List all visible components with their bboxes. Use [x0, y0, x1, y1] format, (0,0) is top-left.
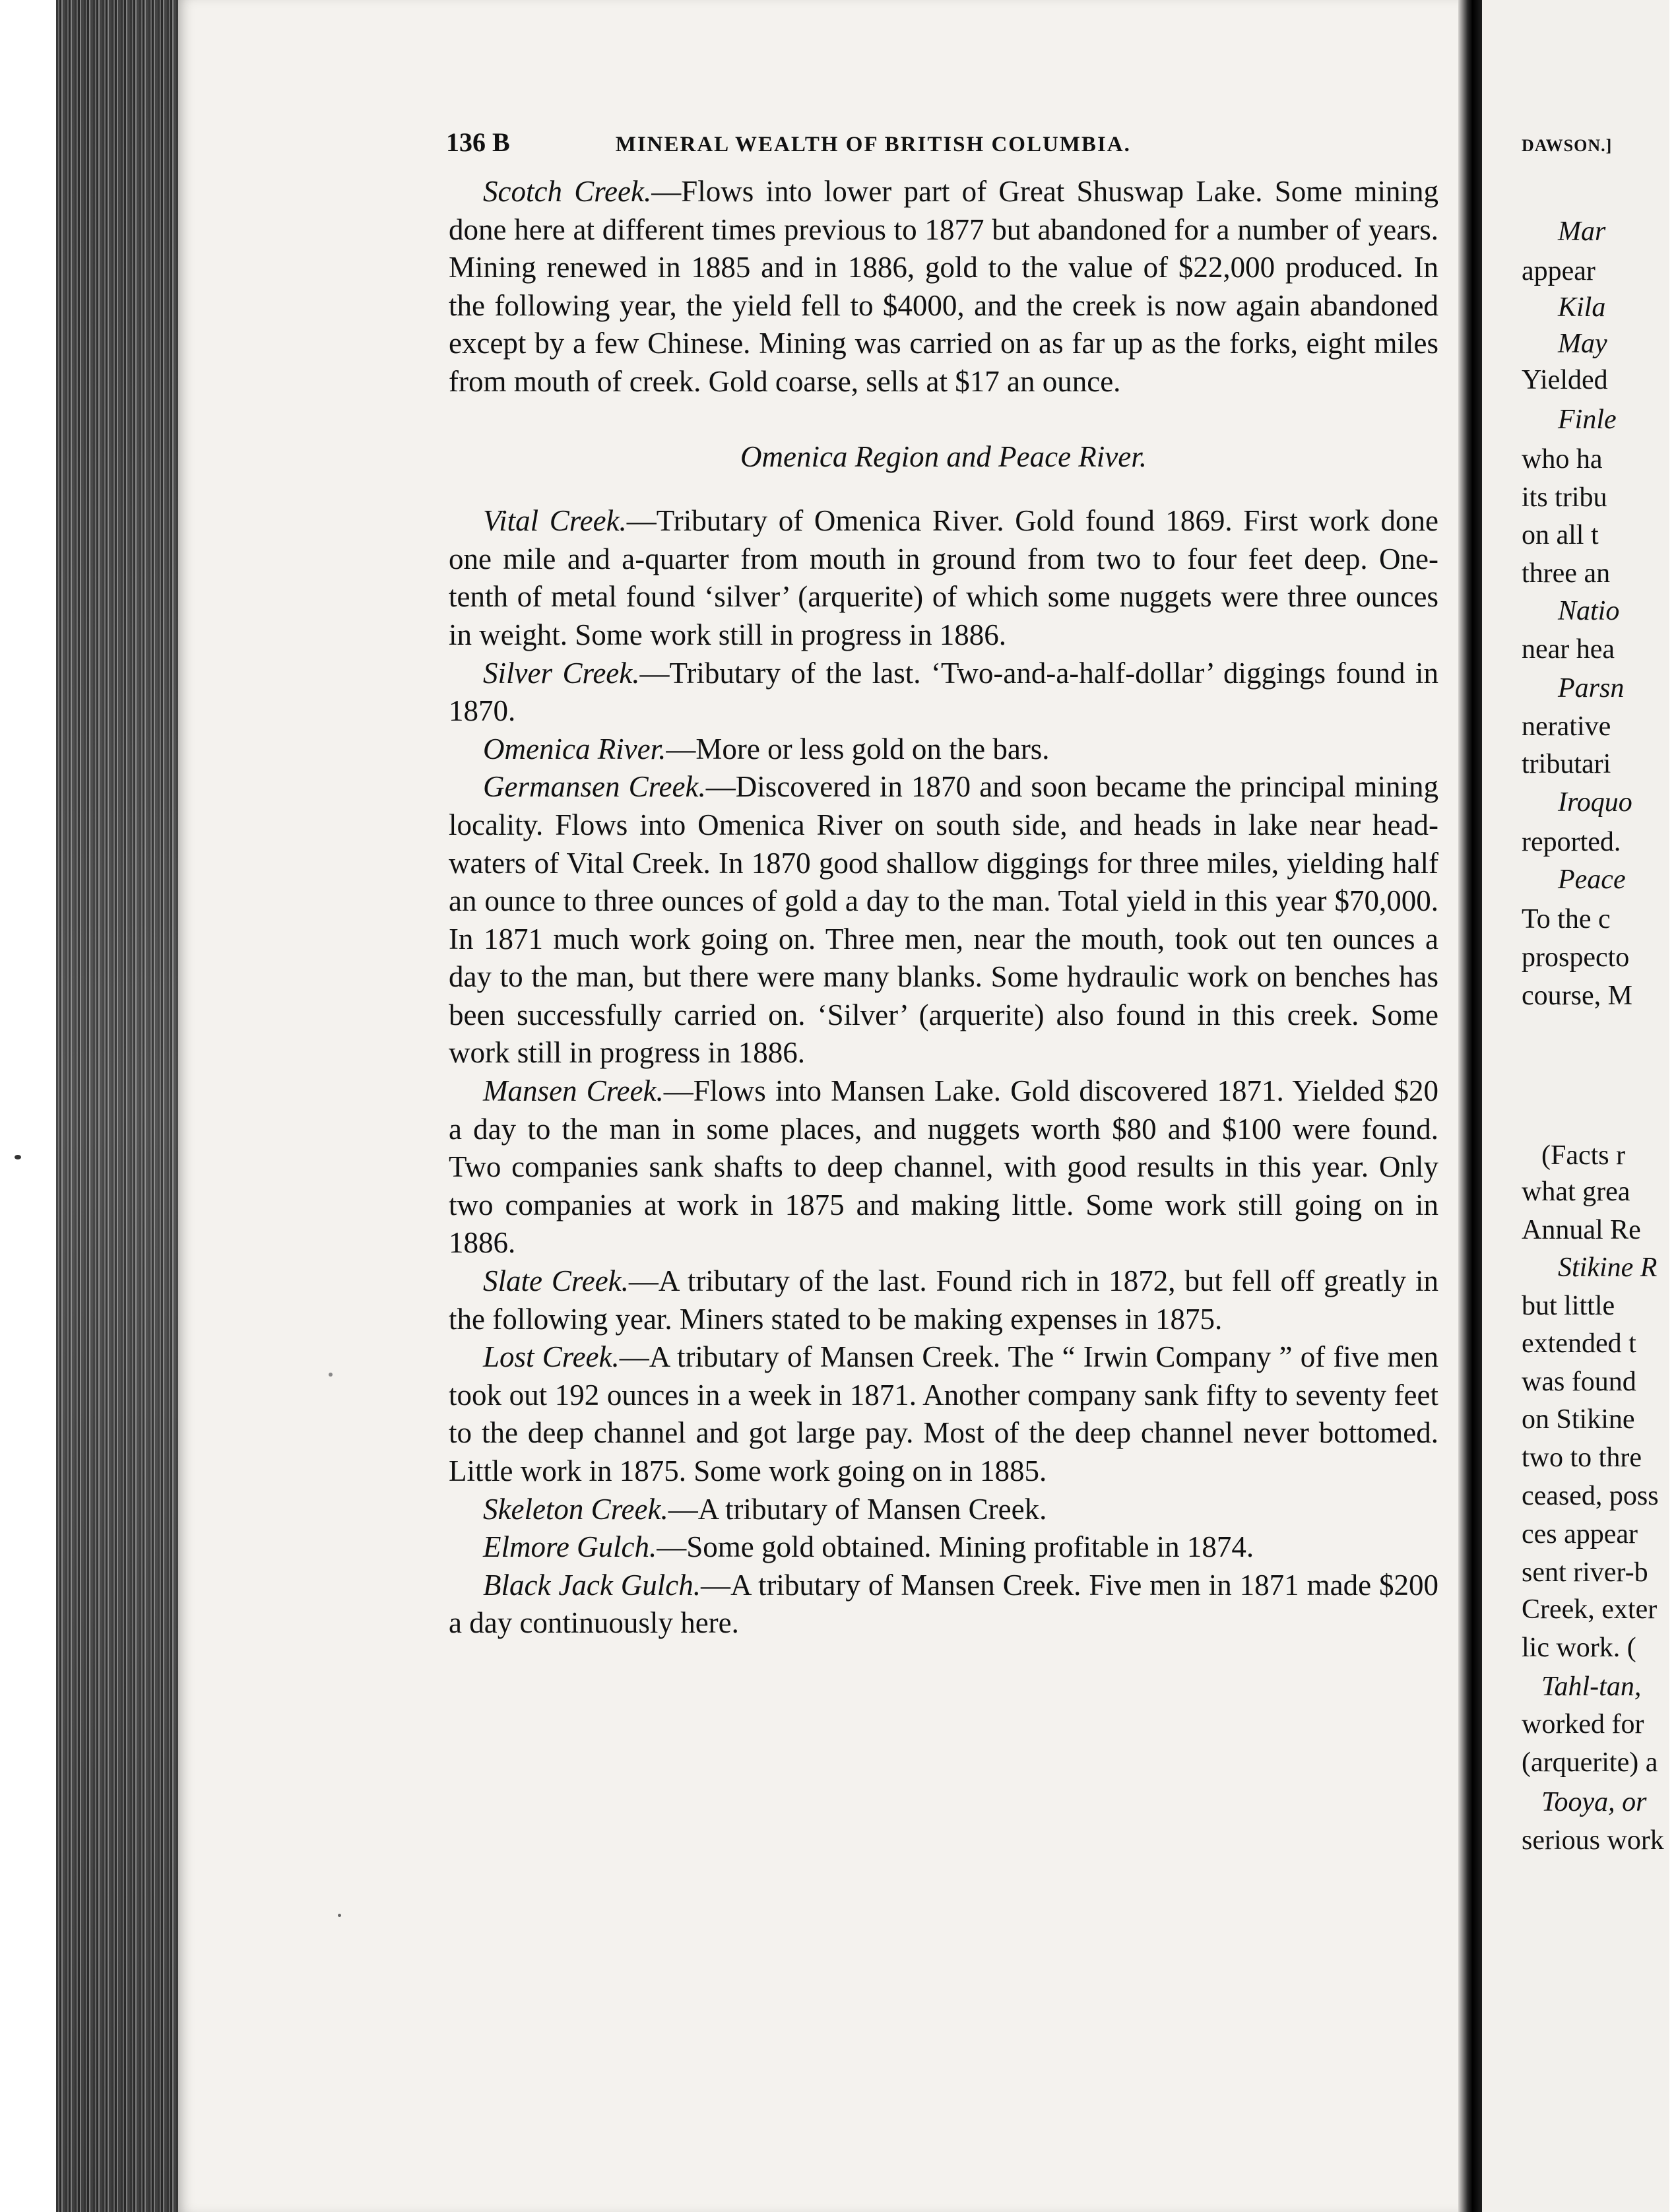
scan-speck	[338, 1914, 341, 1917]
facing-page-line: Mar	[1558, 216, 1606, 247]
facing-page-line: Parsn	[1558, 673, 1625, 703]
running-head	[446, 127, 1403, 158]
list-item	[449, 1072, 1438, 1262]
facing-page-line: two to thre	[1522, 1443, 1642, 1473]
facing-page-line: (arquerite) a	[1522, 1747, 1658, 1778]
entry-name: Silver Creek.	[483, 656, 640, 690]
facing-page-line: reported.	[1522, 827, 1621, 857]
facing-page-edge	[1669, 0, 1676, 2212]
entry-name: Mansen Creek.	[483, 1074, 664, 1108]
entry-name: Elmore Gulch.	[483, 1530, 657, 1564]
entry-name: Vital Creek.	[483, 504, 627, 538]
facing-running-head: DAWSON.]	[1522, 136, 1613, 155]
facing-page-line: Kila	[1558, 292, 1606, 323]
facing-page-line: Annual Re	[1522, 1215, 1641, 1245]
book-gutter	[1458, 0, 1482, 2212]
facing-page-line: serious work	[1522, 1825, 1664, 1856]
entry-text: —A tributary of the last. Found rich in 1872, but fell off greatly in the following year. Miners stated to be making expenses in 1875.	[449, 1264, 1438, 1336]
facing-page-line: on Stikine	[1522, 1404, 1635, 1435]
list-item	[449, 1262, 1438, 1338]
entry-text: —Flows into Mansen Lake. Gold discovered 1871. Yielded $20 a day to the man in some places, and nuggets worth $80 and $100 were found. Two companies sank shafts to deep channel, with good results in this year. Only two companies at work in 1875 and making little. Some work still going on in 1886.	[449, 1074, 1438, 1260]
facing-page-line: was found	[1522, 1367, 1636, 1397]
list-item	[449, 655, 1438, 731]
facing-page-line: tributari	[1522, 749, 1611, 779]
entry-name: Slate Creek.	[483, 1264, 629, 1298]
facing-page-line: Finle	[1558, 405, 1617, 435]
facing-page-line: To the c	[1522, 904, 1611, 934]
facing-page-line: but little	[1522, 1291, 1615, 1321]
scan-speck	[329, 1373, 333, 1377]
facing-page-line: nerative	[1522, 711, 1611, 742]
facing-page-line: who ha	[1522, 444, 1603, 474]
entry-text: —A tributary of Mansen Creek. The “ Irwin Company ” of five men took out 192 ounces in a week in 1871. Another company sank fifty to seventy feet to the deep channel and got large pay. Most of the deep channel never bottomed. Little work in 1875. Some work going on in 1885.	[449, 1340, 1438, 1487]
list-item	[449, 1528, 1438, 1567]
facing-page-line: three an	[1522, 558, 1611, 589]
list-item	[449, 1491, 1438, 1529]
facing-page-line: worked for	[1522, 1709, 1644, 1740]
facing-page-line: (Facts r	[1541, 1140, 1626, 1171]
scan-speck	[15, 1155, 21, 1159]
entries-list	[449, 502, 1438, 1643]
facing-page-line: May	[1558, 329, 1607, 359]
facing-page-line: on all t	[1522, 520, 1599, 550]
facing-page-line: what grea	[1522, 1177, 1630, 1207]
facing-page-line: course, M	[1522, 981, 1632, 1011]
entry-text: —Some gold obtained. Mining profitable in 1874.	[657, 1530, 1254, 1564]
list-item	[449, 502, 1438, 654]
facing-page-line: Natio	[1558, 596, 1620, 626]
entry-scotch-creek	[449, 173, 1438, 401]
facing-page-line: Peace	[1558, 864, 1626, 895]
entry-text: —Tributary of the last. ‘Two-and-a-half-dollar’ diggings found in 1870.	[449, 656, 1438, 728]
facing-page-line: lic work. (	[1522, 1633, 1636, 1663]
running-head-title: MINERAL WEALTH OF BRITISH COLUMBIA.	[615, 133, 1131, 156]
facing-page-line: appear	[1522, 256, 1595, 286]
list-item	[449, 731, 1438, 769]
entry-name: Lost Creek.	[483, 1340, 620, 1374]
entry-name: Germansen Creek.	[483, 770, 706, 804]
entry-name: Omenica River.	[483, 732, 666, 765]
facing-page-line: ceased, poss	[1522, 1481, 1659, 1511]
facing-page-line: its tribu	[1522, 482, 1607, 513]
facing-page-line: Creek, exter	[1522, 1594, 1658, 1625]
facing-page-line: ces appear	[1522, 1519, 1638, 1549]
entry-text: —More or less gold on the bars.	[666, 732, 1050, 765]
book-page-edges	[56, 0, 188, 2212]
facing-page-line: extended t	[1522, 1328, 1636, 1359]
facing-page-line: Yielded	[1522, 365, 1608, 395]
facing-page	[1482, 0, 1676, 2212]
facing-page-line: Stikine R	[1558, 1252, 1658, 1283]
facing-page-line: Tahl-tan,	[1541, 1672, 1642, 1702]
entry-name: Skeleton Creek.	[483, 1492, 668, 1526]
facing-page-line: Iroquo	[1558, 787, 1632, 818]
facing-page-line: Tooya, or	[1541, 1787, 1647, 1817]
section-heading: Omenica Region and Peace River.	[740, 439, 1147, 473]
list-item	[449, 1567, 1438, 1643]
list-item	[449, 1338, 1438, 1490]
list-item	[449, 768, 1438, 1072]
entry-text: —A tributary of Mansen Creek.	[668, 1492, 1047, 1526]
entry-text: —Flows into lower part of Great Shuswap Lake. Some mining done here at different times previous to 1877 but abandoned for a number of years. Mining renewed in 1885 and in 1886, gold to the value of $22,000 produced. In the following year, the yield fell to $4000, and the creek is now again abandoned except by a few Chinese. Mining was carried on as far up as the forks, eight miles from mouth of creek. Gold coarse, sells at $17 an ounce.	[449, 175, 1438, 398]
facing-page-text	[1495, 0, 1676, 2212]
entry-name: Scotch Creek.	[483, 175, 652, 208]
entry-text: —Discovered in 1870 and soon became the principal mining locality. Flows into Omenica River on south side, and heads in lake near head-waters of Vital Creek. In 1870 good shallow diggings for three miles, yielding half an ounce to three ounces of gold a day to the man. Total yield in this year $70,000. In 1871 much work going on. Three men, near the mouth, took out ten ounces a day to the man, but there were many blanks. Some hydraulic work on benches has been successfully carried on. ‘Silver’ (arquerite) also found in this creek. Some work still in progress in 1886.	[449, 770, 1438, 1070]
facing-page-line: prospecto	[1522, 942, 1630, 973]
entry-text: —Tributary of Omenica River. Gold found 1869. First work done one mile and a-quarter from mouth in ground from two to four feet deep. One-tenth of metal found ‘silver’ (arquerite) of which some nuggets were three ounces in weight. Some work still in progress in 1886.	[449, 504, 1438, 651]
page-body	[449, 173, 1438, 1643]
entry-name: Black Jack Gulch.	[483, 1568, 701, 1602]
facing-page-line: sent river-b	[1522, 1557, 1648, 1588]
facing-page-line: near hea	[1522, 634, 1615, 665]
entry-text: —A tributary of Mansen Creek. Five men in 1871 made $200 a day continuously here.	[449, 1568, 1438, 1640]
page-number: 136 B	[446, 127, 510, 157]
